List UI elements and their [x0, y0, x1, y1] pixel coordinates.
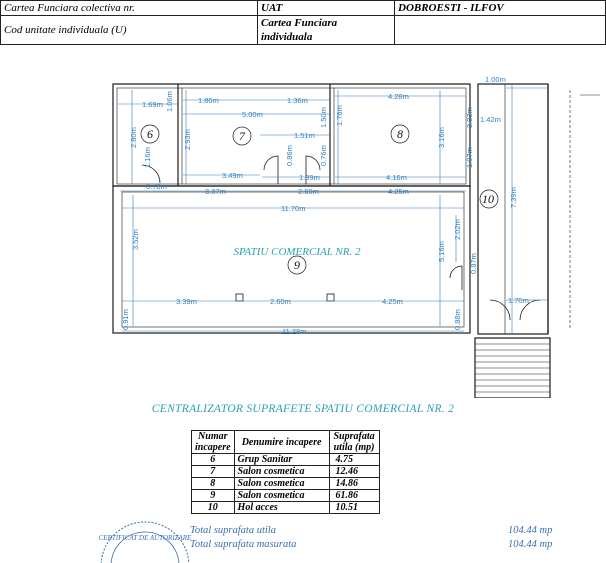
- dim-label: 3.39m: [176, 297, 197, 306]
- column: [327, 294, 334, 301]
- stamp-text: CERTIFICAT DE AUTORIZARE: [98, 534, 192, 542]
- dim-label: 3.16m: [437, 127, 446, 148]
- dim-label: 2.60m: [270, 297, 291, 306]
- total-mas-label: Total suprafata masurata: [190, 539, 297, 550]
- cell-area: 12.46: [329, 466, 379, 478]
- dim-label: 2.80m: [129, 127, 138, 148]
- dim-label: 11.70m: [281, 204, 306, 213]
- dim-label: 0.91m: [121, 309, 130, 330]
- col-header-area: Suprafata utila (mp): [329, 431, 379, 454]
- dim-label: 3.37m: [205, 187, 226, 196]
- cell-name: Salon cosmetica: [234, 490, 329, 502]
- door-9: [450, 266, 462, 290]
- dim-label: 3.49m: [222, 171, 243, 180]
- dim-label: 1.42m: [480, 115, 501, 124]
- dim-label: 1.07m: [465, 147, 474, 168]
- certification-stamp: [90, 518, 200, 563]
- room-7-label: 7: [239, 129, 245, 143]
- total-util-value: 104.44 mp: [508, 525, 553, 536]
- total-util-label: Total suprafata utila: [190, 525, 276, 536]
- table-row: [192, 502, 380, 514]
- dim-label: 1.70m: [508, 296, 529, 305]
- column: [236, 294, 243, 301]
- dim-label: 1.50m: [319, 107, 328, 128]
- dim-label: 0.88m: [453, 309, 462, 330]
- room-10-label: 10: [482, 192, 494, 206]
- summary-title: CENTRALIZATOR SUPRAFETE SPATIU COMERCIAL NR. 2: [151, 403, 455, 415]
- dim-label: 4.16m: [386, 173, 407, 182]
- dim-label: 1.36m: [287, 96, 308, 105]
- dim-label: 1.69m: [142, 100, 163, 109]
- cell-num: 8: [192, 478, 235, 490]
- table-row: [192, 454, 380, 466]
- dim-label: 1.06m: [165, 91, 174, 112]
- room-8-label: 8: [397, 127, 403, 141]
- header-cod-label: Cod unitate individuala (U): [1, 16, 258, 45]
- col-header-num: Numar incapere: [192, 431, 235, 454]
- header-cf-individual: Cartea Funciara individuala: [258, 16, 395, 45]
- dim-label: 4.25m: [388, 187, 409, 196]
- table-row: [192, 466, 380, 478]
- dim-label: 2.60m: [298, 187, 319, 196]
- summary-header-row: [192, 431, 380, 454]
- summary-table: [191, 430, 380, 514]
- header-cf-label: Cartea Funciara colectiva nr.: [1, 1, 258, 16]
- dim-label: 0.76m: [319, 145, 328, 166]
- cell-area: 10.51: [329, 502, 379, 514]
- dim-label: 3.52m: [131, 229, 140, 250]
- room-9-label: 9: [294, 258, 300, 272]
- total-mas-value: 104.44 mp: [508, 539, 553, 550]
- dim-label: 5.00m: [242, 110, 263, 119]
- dim-label: 4.25m: [382, 297, 403, 306]
- cell-num: 7: [192, 466, 235, 478]
- stair-steps: [475, 344, 550, 392]
- dim-label: 4.28m: [388, 92, 409, 101]
- dim-label: 2.93m: [183, 129, 192, 150]
- space-label: SPATIU COMERCIAL NR. 2: [233, 246, 361, 258]
- cell-name: Grup Sanitar: [234, 454, 329, 466]
- dim-label: 3.33m: [465, 107, 474, 128]
- cell-num: 6: [192, 454, 235, 466]
- dim-label: 1.00m: [485, 75, 506, 84]
- header-uat-value: DOBROESTI - ILFOV: [395, 1, 606, 16]
- cell-name: Salon cosmetica: [234, 478, 329, 490]
- cell-num: 9: [192, 490, 235, 502]
- door-7: [264, 156, 278, 184]
- dim-label: 1.86m: [198, 96, 219, 105]
- dim-label: 0.78m: [146, 182, 167, 191]
- cell-num: 10: [192, 502, 235, 514]
- dim-label: 1.16m: [143, 147, 152, 168]
- col-header-name: Denumire incapere: [234, 431, 329, 454]
- table-row: [192, 478, 380, 490]
- cell-name: Hol acces: [234, 502, 329, 514]
- dim-label: 1.76m: [335, 105, 344, 126]
- table-row: [192, 490, 380, 502]
- dim-label: 0.86m: [285, 145, 294, 166]
- dim-label: 1.39m: [299, 173, 320, 182]
- header-row: [1, 1, 606, 16]
- floor-plan: [0, 38, 606, 398]
- dim-label: 2.02m: [453, 219, 462, 240]
- room-6-label: 6: [147, 127, 153, 141]
- dim-label: 7.39m: [509, 187, 518, 208]
- header-uat-label: UAT: [258, 1, 395, 16]
- dim-label: 11.28m: [282, 327, 307, 336]
- dim-label: 5.16m: [437, 241, 446, 262]
- dim-label: 1.51m: [294, 131, 315, 140]
- cell-area: 4.75: [329, 454, 379, 466]
- cell-area: 14.86: [329, 478, 379, 490]
- doors: [142, 156, 540, 320]
- dim-label: 0.87m: [469, 253, 478, 274]
- door-10a: [490, 300, 510, 320]
- cell-area: 61.86: [329, 490, 379, 502]
- cell-name: Salon cosmetica: [234, 466, 329, 478]
